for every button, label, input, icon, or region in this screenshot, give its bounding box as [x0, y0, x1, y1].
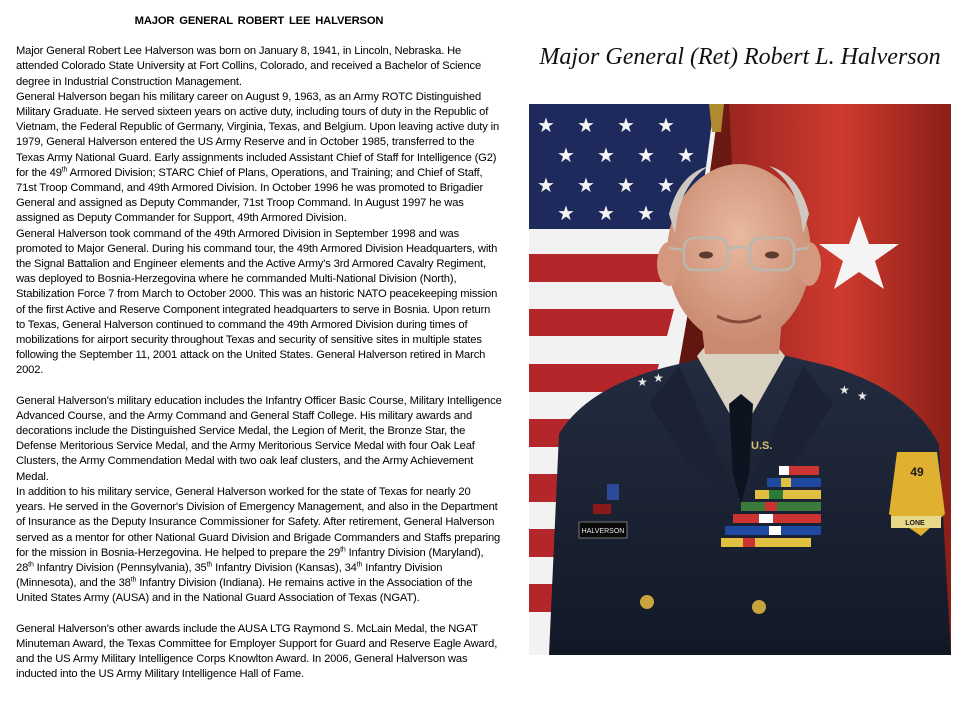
svg-text:★: ★: [597, 143, 615, 167]
portrait-title: Major General (Ret) Robert L. Halverson: [539, 44, 941, 70]
paragraph-education: General Halverson's military education includes the Infantry Officer Basic Course, Military Intelligence Advanced Course, and the Army Command and General Staff College. His military awards and decorations include the Distinguished Service Medal, the Legion of Merit, the Bronze Star, the Defense Meritorious Service Medal, and the Army Meritorious Service Medal with four Oak Leaf Clusters, the Army Commendation Medal with two oak leaf clusters, and the Army Achievement Medal.: [16, 394, 502, 483]
svg-text:★: ★: [637, 201, 655, 225]
portrait-face: [667, 164, 811, 344]
svg-text:★: ★: [653, 371, 664, 385]
patch-number: 49: [910, 465, 924, 479]
coat-button: [752, 600, 766, 614]
svg-text:★: ★: [657, 173, 675, 197]
svg-text:★: ★: [577, 173, 595, 197]
paragraph-state-service: In addition to his military service, General Halverson worked for the state of Texas for nearly 20 years. He served in the Governor's Division of Emergency Management, and also in the Department of Insurance as the Deputy Insurance Commissioner for Safety. After retirement, General Halverson served as a mentor for other National Guard Division and Brigade Commanders and Staffs preparing for the mission in Bosnia-Herzegovina. He helped to prepare the 29th Infantry Division (Maryland), 28th Infantry Division (Pennsylvania), 35th Infantry Division (Kansas), 34th Infantry Division (Minnesota), and the 38th Infantry Division (Indiana). He remains active in the Association of the United States Army (AUSA) and in the National Guard Association of Texas (NGAT).: [16, 485, 501, 605]
svg-text:★: ★: [637, 143, 655, 167]
paragraph-command: General Halverson took command of the 49th Armored Division in September 1998 and was promoted to Major General. During his command tour, the 49th Armored Division Headquarters, with the Signal Battalion and Engineer elements and the Active Army's 3rd Armored Cavalry Regiment, was deployed to Bosnia-Herzegovina where he commanded Multi-National Division (North), Stabilization Force 7 from March to October 2000. This was an historic NATO peacekeeping mission of the first Active and Reserve Component integrated headquarters to serve in Bosnia. Upon return to Texas, General Halverson continued to command the 49th Armored Division during times of mobilizations for airport security throughout Texas and security of sensitive sites in multiple states following the September 11, 2001 attack on the United States. General Halverson retired in March 2002.: [16, 227, 498, 377]
svg-text:★: ★: [557, 143, 575, 167]
svg-text:★: ★: [577, 113, 595, 137]
svg-text:★: ★: [557, 201, 575, 225]
biography-heading: MAJOR GENERAL ROBERT LEE HALVERSON: [134, 15, 384, 27]
paragraph-birth: Major General Robert Lee Halverson was born on January 8, 1941, in Lincoln, Nebraska. He attended Colorado State University at Fort Collins, Colorado, and received a Bachelor of Science degree in Industrial Construction Management.: [16, 45, 482, 88]
svg-text:★: ★: [857, 389, 868, 403]
portrait-photo: [529, 104, 951, 655]
biography-column: [16, 14, 502, 682]
svg-text:★: ★: [597, 201, 615, 225]
nametag-text: HALVERSON: [581, 528, 625, 535]
patch-text: LONE: [905, 520, 925, 527]
svg-text:★: ★: [537, 173, 555, 197]
svg-text:★: ★: [637, 375, 648, 389]
svg-text:★: ★: [537, 113, 555, 137]
paragraph-early-career: General Halverson began his military career on August 9, 1963, as an Army ROTC Distinguished Military Graduate. He served sixteen years on active duty, including tours of duty in the Republic of Vietnam, the Federal Republic of Germany, Virginia, Texas, and Belgium. Upon leaving active duty in 1979, General Halverson entered the US Army Reserve and in October 1985, transferred to the Texas Army National Guard. Early assignments included Assistant Chief of Staff for Intelligence (G2) for the 49th Armored Division; STARC Chief of Plans, Operations, and Training; and Chief of Staff, 71st Troop Command, and 49th Armored Division. In October 1996 he was promoted to Brigadier General and assigned as Deputy Commander, 71st Troop Command. In August 1997 he was assigned as Deputy Commander for Support, 49th Armored Division.: [16, 90, 500, 225]
svg-text:★: ★: [657, 113, 675, 137]
svg-text:★: ★: [677, 143, 695, 167]
svg-text:★: ★: [617, 173, 635, 197]
svg-text:★: ★: [839, 383, 850, 397]
collar-insignia: U.S.: [751, 440, 773, 452]
coat-button: [640, 595, 654, 609]
svg-text:★: ★: [617, 113, 635, 137]
paragraph-other-awards: General Halverson's other awards include the AUSA LTG Raymond S. McLain Medal, the NGAT Minuteman Award, the Texas Committee for Employer Support for Guard and Reserve Eagle Award, and the US Army Military Intelligence Corps Knowlton Award. In 2006, General Halverson was inducted into the US Army Military Intelligence Hall of Fame.: [16, 622, 498, 681]
